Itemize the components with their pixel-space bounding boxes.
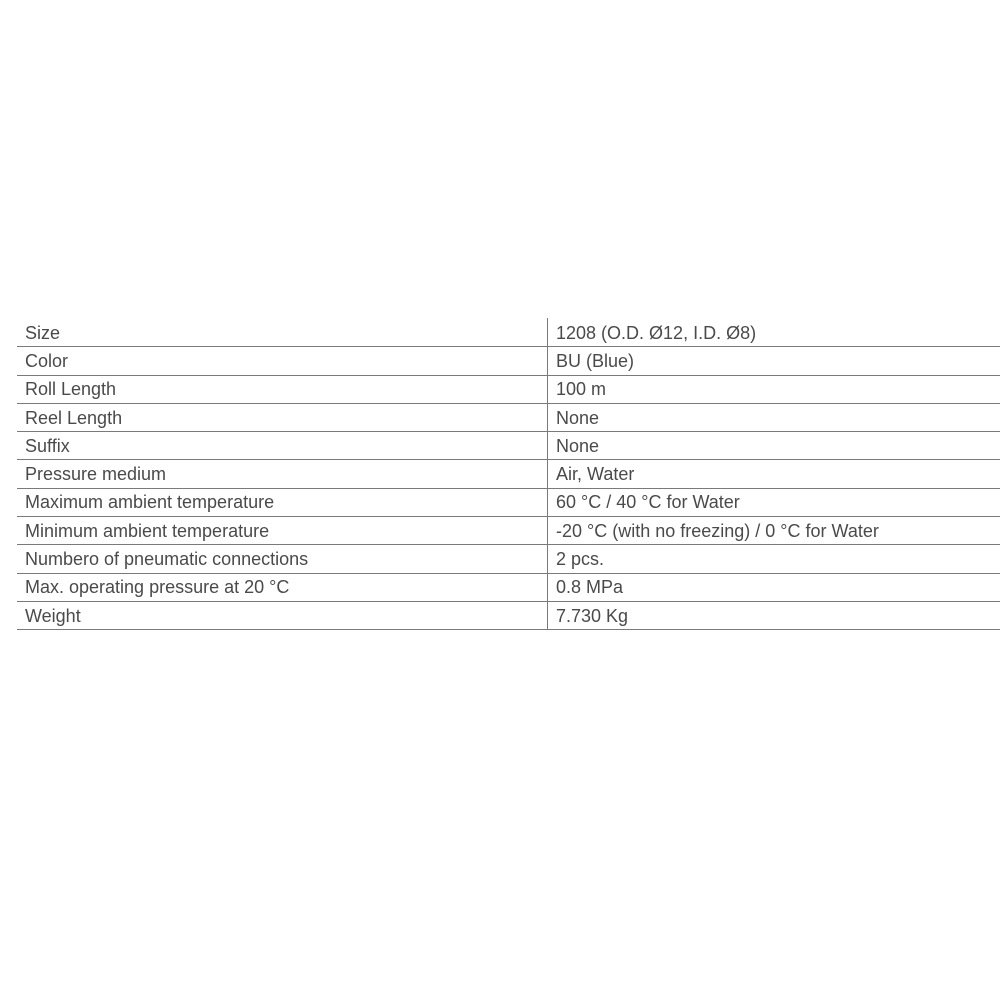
table-row-roll-length	[17, 375, 1000, 403]
row-value: -20 °C (with no freezing) / 0 °C for Water	[548, 517, 1000, 545]
row-value: 0.8 MPa	[548, 573, 1000, 601]
table-row-size	[17, 318, 1000, 347]
table-row-reel-length	[17, 403, 1000, 431]
table-row-weight	[17, 601, 1000, 629]
row-label: Size	[17, 318, 548, 347]
table-row-suffix	[17, 432, 1000, 460]
row-value: None	[548, 403, 1000, 431]
table-row-color	[17, 347, 1000, 375]
row-label: Color	[17, 347, 548, 375]
row-value: BU (Blue)	[548, 347, 1000, 375]
row-label: Maximum ambient temperature	[17, 488, 548, 516]
specifications-table	[17, 318, 1000, 630]
table-row-max-operating-pressure	[17, 573, 1000, 601]
row-label: Roll Length	[17, 375, 548, 403]
row-label: Suffix	[17, 432, 548, 460]
row-value: 100 m	[548, 375, 1000, 403]
row-label: Reel Length	[17, 403, 548, 431]
row-value: 2 pcs.	[548, 545, 1000, 573]
row-value: 1208 (O.D. Ø12, I.D. Ø8)	[548, 318, 1000, 347]
row-label: Max. operating pressure at 20 °C	[17, 573, 548, 601]
table-row-pneumatic-connections	[17, 545, 1000, 573]
table-row-min-ambient-temperature	[17, 517, 1000, 545]
row-value: 7.730 Kg	[548, 601, 1000, 629]
row-label: Weight	[17, 601, 548, 629]
row-value: 60 °C / 40 °C for Water	[548, 488, 1000, 516]
table-row-pressure-medium	[17, 460, 1000, 488]
table-row-max-ambient-temperature	[17, 488, 1000, 516]
row-value: None	[548, 432, 1000, 460]
row-label: Numbero of pneumatic connections	[17, 545, 548, 573]
row-label: Pressure medium	[17, 460, 548, 488]
row-value: Air, Water	[548, 460, 1000, 488]
row-label: Minimum ambient temperature	[17, 517, 548, 545]
